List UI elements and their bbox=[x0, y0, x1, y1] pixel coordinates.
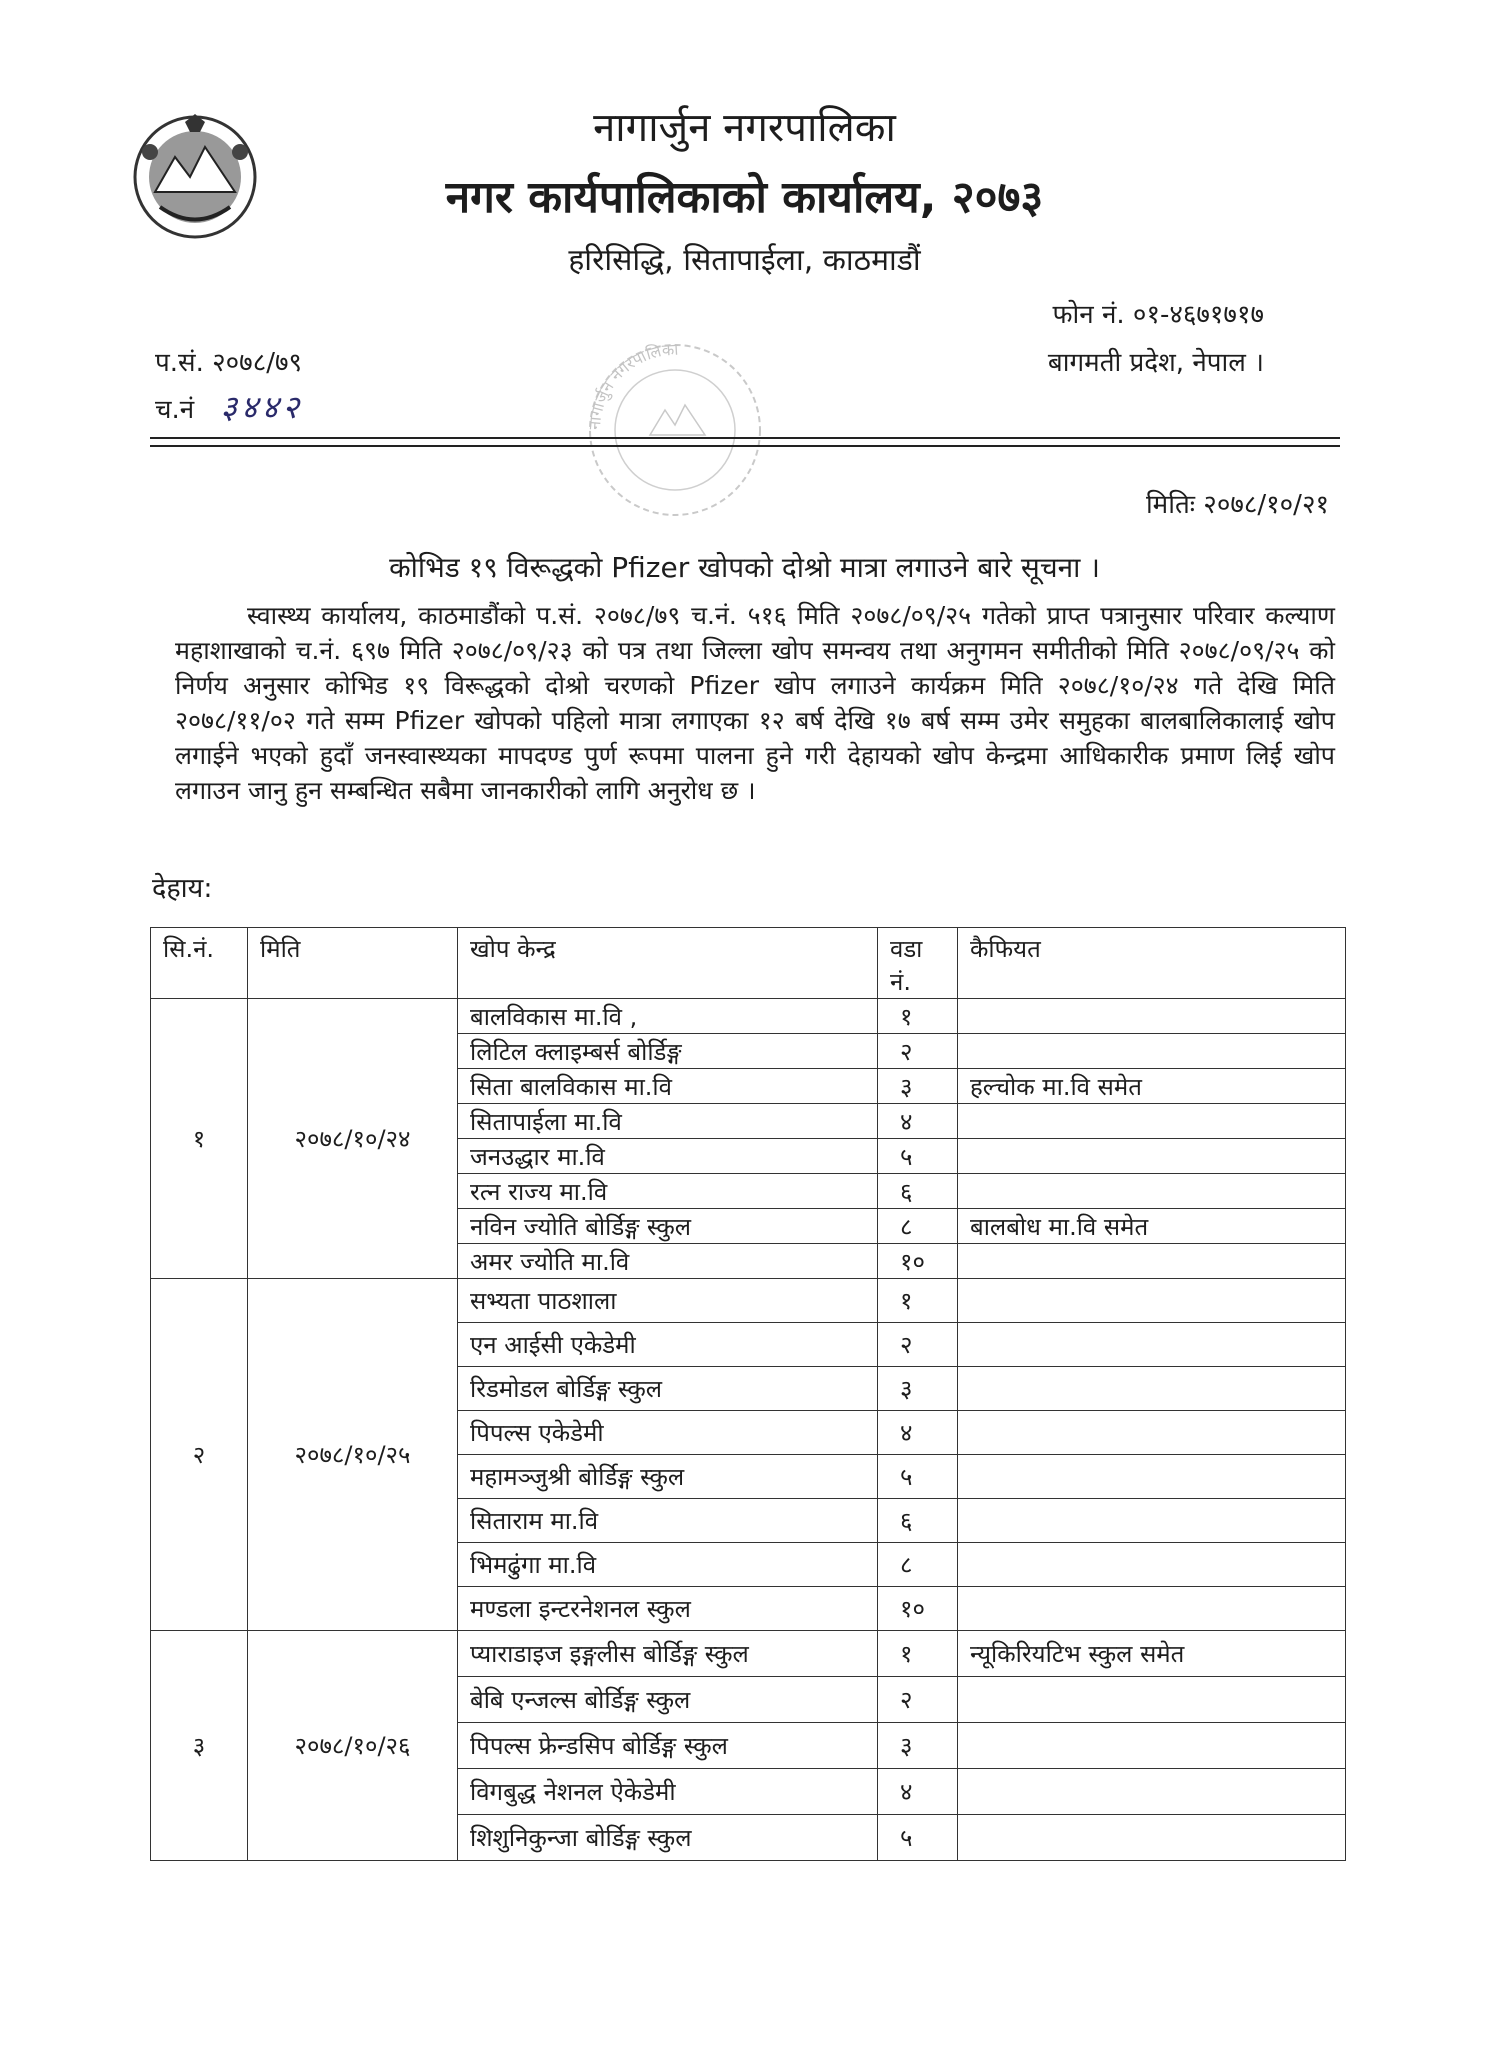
serial-number-cell: १ bbox=[151, 999, 248, 1279]
vaccination-center-cell: नविन ज्योति बोर्डिङ्ग स्कुल bbox=[458, 1209, 878, 1244]
remarks-cell bbox=[958, 1723, 1346, 1769]
header-ward: वडा नं. bbox=[878, 928, 958, 999]
vaccination-schedule-table bbox=[150, 927, 1346, 1861]
vaccination-center-cell: पिपल्स एकेडेमी bbox=[458, 1411, 878, 1455]
remarks-cell bbox=[958, 1815, 1346, 1861]
ward-cell: ६ bbox=[878, 1499, 958, 1543]
svg-text:नागार्जुन नगरपालिका bbox=[585, 340, 680, 431]
ward-cell: ३ bbox=[878, 1723, 958, 1769]
remarks-cell bbox=[958, 1769, 1346, 1815]
remarks-cell bbox=[958, 1139, 1346, 1174]
vaccination-center-cell: रत्न राज्य मा.वि bbox=[458, 1174, 878, 1209]
ward-cell: ५ bbox=[878, 1455, 958, 1499]
vaccination-center-cell: एन आईसी एकेडेमी bbox=[458, 1323, 878, 1367]
vaccination-center-cell: विगबुद्ध नेशनल ऐकेडेमी bbox=[458, 1769, 878, 1815]
remarks-cell bbox=[958, 1279, 1346, 1323]
remarks-cell bbox=[958, 1174, 1346, 1209]
ward-cell: ८ bbox=[878, 1209, 958, 1244]
header-divider-top bbox=[150, 437, 1340, 439]
table-row bbox=[151, 1631, 1346, 1677]
ward-cell: ४ bbox=[878, 1411, 958, 1455]
vaccination-center-cell: महामञ्जुश्री बोर्डिङ्ग स्कुल bbox=[458, 1455, 878, 1499]
vaccination-center-cell: बालविकास मा.वि , bbox=[458, 999, 878, 1034]
serial-number-cell: २ bbox=[151, 1279, 248, 1631]
notice-subject: कोभिड १९ विरूद्धको Pfizer खोपको दोश्रो मात्रा लगाउने बारे सूचना । bbox=[389, 551, 1100, 584]
office-stamp bbox=[570, 320, 780, 520]
table-header-row bbox=[151, 928, 1346, 999]
office-address: हरिसिद्धि, सितापाईला, काठमाडौं bbox=[568, 243, 921, 278]
remarks-cell bbox=[958, 1244, 1346, 1279]
header-vaccination-center: खोप केन्द्र bbox=[458, 928, 878, 999]
remarks-cell: बालबोध मा.वि समेत bbox=[958, 1209, 1346, 1244]
vaccination-center-cell: अमर ज्योति मा.वि bbox=[458, 1244, 878, 1279]
annex-label: देहाय: bbox=[152, 873, 213, 904]
ward-cell: १ bbox=[878, 1279, 958, 1323]
ward-cell: ४ bbox=[878, 1769, 958, 1815]
header-remarks: कैफियत bbox=[958, 928, 1346, 999]
remarks-cell bbox=[958, 1499, 1346, 1543]
remarks-cell: न्यूकिरियटिभ स्कुल समेत bbox=[958, 1631, 1346, 1677]
remarks-cell bbox=[958, 1587, 1346, 1631]
remarks-cell bbox=[958, 1677, 1346, 1723]
table-row bbox=[151, 1279, 1346, 1323]
ward-cell: ८ bbox=[878, 1543, 958, 1587]
vaccination-center-cell: सभ्यता पाठशाला bbox=[458, 1279, 878, 1323]
date-cell: २०७८/१०/२५ bbox=[248, 1279, 458, 1631]
ward-cell: ४ bbox=[878, 1104, 958, 1139]
province: बागमती प्रदेश, नेपाल । bbox=[1047, 348, 1264, 378]
ward-cell: १ bbox=[878, 1631, 958, 1677]
reference-number: प.सं. २०७८/७९ bbox=[155, 348, 303, 378]
remarks-cell bbox=[958, 1104, 1346, 1139]
remarks-cell bbox=[958, 1323, 1346, 1367]
vaccination-center-cell: बेबि एन्जल्स बोर्डिङ्ग स्कुल bbox=[458, 1677, 878, 1723]
vaccination-center-cell: लिटिल क्लाइम्बर्स बोर्डिङ्ग bbox=[458, 1034, 878, 1069]
remarks-cell bbox=[958, 1543, 1346, 1587]
ward-cell: २ bbox=[878, 1034, 958, 1069]
ward-cell: ३ bbox=[878, 1367, 958, 1411]
date-cell: २०७८/१०/२६ bbox=[248, 1631, 458, 1861]
ward-cell: ६ bbox=[878, 1174, 958, 1209]
table-row bbox=[151, 999, 1346, 1034]
letter-date: मितिः २०७८/१०/२१ bbox=[1145, 490, 1329, 520]
date-cell: २०७८/१०/२४ bbox=[248, 999, 458, 1279]
header-serial: सि.नं. bbox=[151, 928, 248, 999]
vaccination-center-cell: सिताराम मा.वि bbox=[458, 1499, 878, 1543]
office-name: नगर कार्यपालिकाको कार्यालय, २०७३ bbox=[445, 172, 1044, 223]
dispatch-label: च.नं bbox=[155, 395, 195, 425]
vaccination-center-cell: जनउद्धार मा.वि bbox=[458, 1139, 878, 1174]
vaccination-center-cell: शिशुनिकुन्जा बोर्डिङ्ग स्कुल bbox=[458, 1815, 878, 1861]
vaccination-center-cell: रिडमोडल बोर्डिङ्ग स्कुल bbox=[458, 1367, 878, 1411]
vaccination-center-cell: सितापाईला मा.वि bbox=[458, 1104, 878, 1139]
vaccination-center-cell: प्याराडाइज इङ्गलीस बोर्डिङ्ग स्कुल bbox=[458, 1631, 878, 1677]
municipality-name: नागार्जुन नगरपालिका bbox=[593, 105, 896, 151]
remarks-cell bbox=[958, 1455, 1346, 1499]
phone-number: फोन नं. ०१-४६७१७१७ bbox=[1052, 300, 1264, 330]
remarks-cell bbox=[958, 1367, 1346, 1411]
ward-cell: १ bbox=[878, 999, 958, 1034]
remarks-cell: हल्चोक मा.वि समेत bbox=[958, 1069, 1346, 1104]
dispatch-number-row bbox=[155, 385, 303, 428]
vaccination-center-cell: मण्डला इन्टरनेशनल स्कुल bbox=[458, 1587, 878, 1631]
vaccination-center-cell: सिता बालविकास मा.वि bbox=[458, 1069, 878, 1104]
notice-body: स्वास्थ्य कार्यालय, काठमाडौंको प.सं. २०७८/७९ च.नं. ५१६ मिति २०७८/०९/२५ गतेको प्राप्त पत्रानुसार परिवार कल्याण महाशाखाको च.नं. ६९७ मिति २०७८/०९/२३ को पत्र तथा जिल्ला खोप समन्वय तथा अनुगमन समीतीको मिति २०७८/०९/२५ को निर्णय अनुसार कोभिड १९ विरूद्धको दोश्रो चरणको Pfizer खोप लगाउने कार्यक्रम मिति २०७८/१०/२४ गते देखि मिति २०७८/११/०२ गते सम्म Pfizer खोपको पहिलो मात्रा लगाएका १२ बर्ष देखि १७ बर्ष सम्म उमेर समुहका बालबालिकालाई खोप लगाईने भएको हुदाँ जनस्वास्थ्यका मापदण्ड पुर्ण रूपमा पालना हुने गरी देहायको खोप केन्द्रमा आधिकारीक प्रमाण लिई खोप लगाउन जानु हुन सम्बन्धित सबैमा जानकारीको लागि अनुरोध छ । bbox=[175, 601, 1335, 805]
dispatch-number-handwritten: ३४४२ bbox=[220, 388, 304, 426]
header-divider-bottom bbox=[150, 445, 1340, 447]
header-date: मिति bbox=[248, 928, 458, 999]
vaccination-center-cell: पिपल्स फ्रेन्डसिप बोर्डिङ्ग स्कुल bbox=[458, 1723, 878, 1769]
remarks-cell bbox=[958, 1411, 1346, 1455]
stamp-text: नागार्जुन नगरपालिका bbox=[584, 339, 679, 431]
remarks-cell bbox=[958, 1034, 1346, 1069]
vaccination-center-cell: भिमढुंगा मा.वि bbox=[458, 1543, 878, 1587]
ward-cell: ५ bbox=[878, 1139, 958, 1174]
ward-cell: १० bbox=[878, 1244, 958, 1279]
serial-number-cell: ३ bbox=[151, 1631, 248, 1861]
ward-cell: ३ bbox=[878, 1069, 958, 1104]
ward-cell: १० bbox=[878, 1587, 958, 1631]
remarks-cell bbox=[958, 999, 1346, 1034]
ward-cell: ५ bbox=[878, 1815, 958, 1861]
ward-cell: २ bbox=[878, 1677, 958, 1723]
ward-cell: २ bbox=[878, 1323, 958, 1367]
